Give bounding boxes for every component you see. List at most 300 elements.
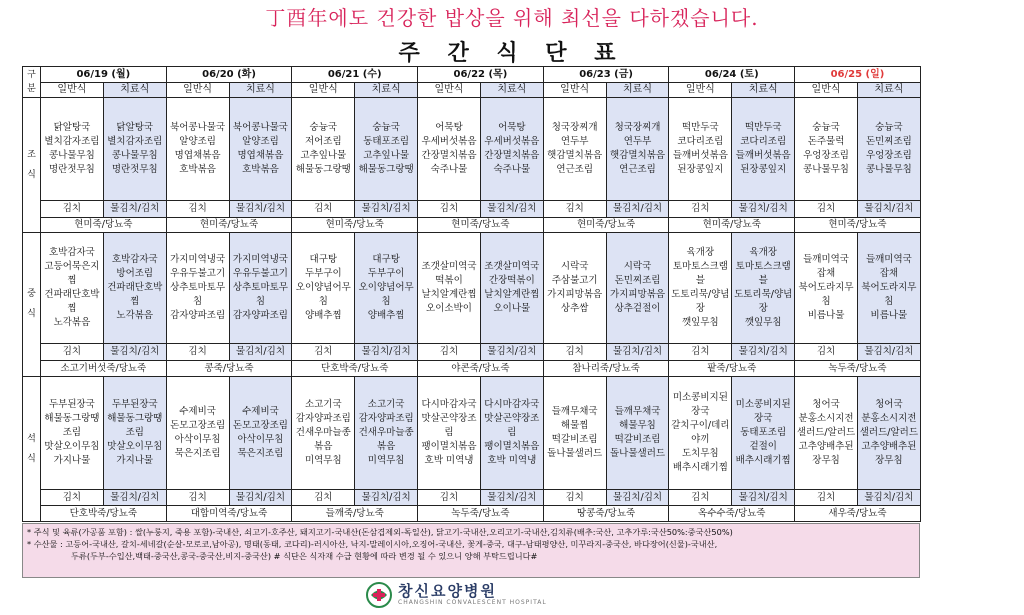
therapy-diet-header: 치료식 <box>103 82 166 98</box>
menu-item: 노각볶음 <box>116 310 154 322</box>
kimchi-therapy: 물김치/김치 <box>229 344 292 361</box>
menu-item: 돌나물샐러드 <box>609 447 666 459</box>
hospital-logo-icon <box>366 582 392 608</box>
menu-item: 연두부 <box>623 136 652 148</box>
porridge-cell: 옥수수죽/당뇨죽 <box>669 506 795 522</box>
menu-item: 미소콩비지된장국 <box>735 398 791 424</box>
kimchi-general: 김치 <box>795 344 858 361</box>
menu-item: 감자양파조림 <box>295 412 351 424</box>
menu-item: 상추쌈 <box>560 303 589 315</box>
menu-item: 북어도라지무침 <box>798 282 854 308</box>
therapy-menu-cell <box>606 233 669 344</box>
day-date: 06/19 (월) <box>41 67 167 83</box>
menu-item: 우엉장조림 <box>803 150 849 162</box>
menu-item: 동태포조림 <box>740 426 787 438</box>
menu-item: 떡갈비조림 <box>614 433 661 445</box>
menu-item: 육개장 <box>686 247 715 259</box>
page-title: 주 간 식 단 표 <box>398 41 626 66</box>
hospital-subtitle: CHANGSHIN CONVALESCENT HOSPITAL <box>398 599 547 606</box>
menu-item: 들깨미역국 <box>803 254 849 266</box>
kimchi-therapy: 물김치/김치 <box>103 489 166 506</box>
porridge-cell: 현미죽/당뇨죽 <box>543 217 669 233</box>
menu-item: 떡만두국 <box>744 122 782 134</box>
menu-item: 노각볶음 <box>53 317 91 329</box>
meal-label-char: 식 <box>27 309 36 320</box>
menu-item: 감자양파조림 <box>358 412 414 424</box>
general-diet-header: 일반식 <box>292 82 355 98</box>
menu-item: 명엽채볶음 <box>174 150 221 162</box>
general-menu-cell <box>669 376 732 489</box>
menu-item: 숙주나물 <box>493 164 531 176</box>
menu-item: 깻잎무침 <box>682 317 719 329</box>
day-date: 06/24 (토) <box>669 67 795 83</box>
menu-item: 양배추찜 <box>367 310 405 322</box>
menu-item: 들깨무채국 <box>614 405 661 417</box>
menu-item: 날치알계란찜 <box>484 289 540 301</box>
general-menu-cell <box>543 98 606 201</box>
menu-item: 우유두불고기 <box>170 268 226 280</box>
menu-item: 비름나물 <box>870 310 908 322</box>
corner-label: 구분 <box>23 67 41 98</box>
kimchi-therapy: 물김치/김치 <box>732 489 795 506</box>
kimchi-therapy: 물김치/김치 <box>480 489 543 506</box>
general-menu-cell <box>292 376 355 489</box>
menu-item: 맛살오이무침 <box>44 440 100 452</box>
menu-item: 고추양배추된장무침 <box>861 440 917 466</box>
general-diet-header: 일반식 <box>795 82 858 98</box>
porridge-cell: 현미죽/당뇨죽 <box>669 217 795 233</box>
kimchi-general: 김치 <box>41 200 104 217</box>
menu-item: 두부된장국 <box>111 398 158 410</box>
therapy-diet-header: 치료식 <box>732 82 795 98</box>
kimchi-therapy: 물김치/김치 <box>103 344 166 361</box>
menu-item: 오이양념어무침 <box>358 282 414 308</box>
menu-item: 숭늉국 <box>812 122 840 134</box>
porridge-cell: 현미죽/당뇨죽 <box>166 217 292 233</box>
origin-notes <box>22 523 920 578</box>
menu-item: 오이양념어무침 <box>295 282 351 308</box>
menu-item: 두부구이 <box>304 268 342 280</box>
kimchi-general: 김치 <box>166 200 229 217</box>
general-menu-cell <box>795 233 858 344</box>
kimchi-therapy: 물김치/김치 <box>355 489 418 506</box>
therapy-diet-header: 치료식 <box>606 82 669 98</box>
menu-item: 건새우마늘종볶음 <box>295 426 351 452</box>
menu-item: 육개장 <box>749 247 777 259</box>
menu-item: 간장멸치볶음 <box>421 150 477 162</box>
menu-item: 호박감자국 <box>48 247 95 259</box>
menu-item: 주삼불고기 <box>551 275 598 287</box>
kimchi-therapy: 물김치/김치 <box>103 200 166 217</box>
menu-item: 숭늉국 <box>875 122 903 134</box>
porridge-cell: 들깨죽/당뇨죽 <box>292 506 418 522</box>
menu-item: 건새우마늘종볶음 <box>358 426 414 452</box>
menu-item: 코다리조림 <box>677 136 724 148</box>
menu-item: 닭알탕국 <box>116 122 154 134</box>
menu-item: 가지피망볶음 <box>547 289 603 301</box>
menu-item: 가지미역냉국 <box>232 254 288 266</box>
meal-label <box>23 98 41 233</box>
menu-item: 도치무침 <box>682 447 719 459</box>
menu-item: 상추토마토무침 <box>170 282 226 308</box>
porridge-cell: 녹두죽/당뇨죽 <box>795 360 921 376</box>
menu-item: 가지나물 <box>53 454 91 466</box>
kimchi-therapy: 물김치/김치 <box>229 200 292 217</box>
menu-item: 소고기국 <box>304 398 342 410</box>
menu-item: 햇감멸치볶음 <box>609 150 666 162</box>
kimchi-therapy: 물김치/김치 <box>355 344 418 361</box>
menu-item: 고추양배추된장무침 <box>798 440 854 466</box>
meal-label-char: 조 <box>27 150 36 161</box>
menu-item: 시락국 <box>623 261 652 273</box>
general-diet-header: 일반식 <box>41 82 104 98</box>
kimchi-general: 김치 <box>795 489 858 506</box>
menu-item: 닭알탕국 <box>53 122 91 134</box>
menu-item: 해물찜 <box>560 419 589 431</box>
kimchi-general: 김치 <box>292 489 355 506</box>
therapy-menu-cell <box>857 376 920 489</box>
menu-item: 맛살곤약장조림 <box>421 412 477 438</box>
kimchi-therapy: 물김치/김치 <box>480 200 543 217</box>
general-menu-cell <box>41 233 104 344</box>
weekly-menu-table <box>22 66 921 522</box>
meal-label-char: 식 <box>27 170 36 181</box>
menu-item: 숭늉국 <box>309 122 338 134</box>
general-menu-cell <box>166 98 229 201</box>
porridge-cell: 현미죽/당뇨죽 <box>795 217 921 233</box>
menu-item: 별치감자조림 <box>107 136 163 148</box>
menu-item: 건파래단호박찜 <box>107 282 163 308</box>
menu-item: 잡채 <box>816 268 836 280</box>
general-diet-header: 일반식 <box>166 82 229 98</box>
therapy-diet-header: 치료식 <box>480 82 543 98</box>
menu-item: 햇감멸치볶음 <box>547 150 603 162</box>
porridge-cell: 콩죽/당뇨죽 <box>166 360 292 376</box>
menu-item: 콩나물무침 <box>111 150 158 162</box>
note-line: * 수산물 : 고등어-국내산, 갈치-세네갈(순살-모로코,남아공), 명태(동태, 코다리)-러시아산, 낙지-말레이시아,오징어-국내산, 꽃게-중국, 대구-남태평양산, 미꾸라지-중국산, 바다장어(신물)-국내산, <box>27 539 718 549</box>
menu-item: 다시마감자국 <box>484 398 540 410</box>
general-menu-cell <box>418 233 481 344</box>
menu-item: 명엽채볶음 <box>237 150 284 162</box>
kimchi-general: 김치 <box>418 200 481 217</box>
therapy-menu-cell <box>480 376 543 489</box>
menu-item: 돈주물럭 <box>807 136 845 148</box>
porridge-cell: 현미죽/당뇨죽 <box>41 217 167 233</box>
menu-item: 미소콩비지된장국 <box>672 391 728 417</box>
menu-item: 저어조림 <box>304 136 342 148</box>
meal-label-char: 식 <box>27 453 36 464</box>
kimchi-general: 김치 <box>166 344 229 361</box>
menu-item: 해물무침 <box>619 419 656 431</box>
day-date: 06/25 (일) <box>795 67 921 83</box>
menu-item: 돈민찌조림 <box>865 136 912 148</box>
menu-item: 호박감자국 <box>111 254 158 266</box>
menu-item: 감자양파조림 <box>170 310 226 322</box>
menu-item: 고추잎나물 <box>300 150 347 162</box>
general-menu-cell <box>166 233 229 344</box>
menu-item: 미역무침 <box>304 454 342 466</box>
kimchi-therapy: 물김치/김치 <box>857 489 920 506</box>
menu-item: 북어콩나물국 <box>170 122 226 134</box>
kimchi-therapy: 물김치/김치 <box>857 200 920 217</box>
menu-item: 고등어묵은지찜 <box>44 261 100 287</box>
menu-item: 연근조림 <box>619 164 656 176</box>
menu-item: 수제비국 <box>179 405 216 417</box>
menu-item: 방어조림 <box>116 268 154 280</box>
menu-item: 가지미역냉국 <box>170 254 226 266</box>
therapy-diet-header: 치료식 <box>355 82 418 98</box>
porridge-cell: 소고기버섯죽/당뇨죽 <box>41 360 167 376</box>
menu-item: 어묵탕 <box>435 122 463 134</box>
menu-item: 코다리조림 <box>740 136 787 148</box>
therapy-menu-cell <box>480 98 543 201</box>
menu-item: 별치감자조림 <box>44 136 100 148</box>
menu-item: 연근조림 <box>556 164 594 176</box>
menu-item: 콩나물무침 <box>865 164 912 176</box>
menu-item: 알양조림 <box>242 136 279 148</box>
kimchi-therapy: 물김치/김치 <box>732 200 795 217</box>
kimchi-general: 김치 <box>292 344 355 361</box>
menu-item: 들깨버섯볶음 <box>735 150 791 162</box>
menu-item: 날치알계란찜 <box>421 289 477 301</box>
menu-item: 대구탕 <box>309 254 338 266</box>
menu-item: 청국장찌개 <box>614 122 661 134</box>
therapy-menu-cell <box>857 233 920 344</box>
general-menu-cell <box>418 376 481 489</box>
menu-item: 돈모고장조림 <box>232 419 288 431</box>
therapy-menu-cell <box>355 376 418 489</box>
menu-item: 해물동그랑땡 <box>295 164 351 176</box>
therapy-menu-cell <box>355 98 418 201</box>
therapy-diet-header: 치료식 <box>857 82 920 98</box>
menu-item: 맛살곤약장조림 <box>484 412 540 438</box>
kimchi-therapy: 물김치/김치 <box>229 489 292 506</box>
menu-item: 콩나물무침 <box>48 150 95 162</box>
menu-item: 돌나물샐러드 <box>547 447 603 459</box>
kimchi-general: 김치 <box>418 489 481 506</box>
meal-label-char: 석 <box>27 433 36 444</box>
menu-item: 배추시래기찜 <box>735 454 791 466</box>
menu-item: 청어국 <box>812 398 840 410</box>
kimchi-therapy: 물김치/김치 <box>606 489 669 506</box>
menu-item: 숙주나물 <box>430 164 468 176</box>
general-menu-cell <box>41 98 104 201</box>
menu-item: 고추잎나물 <box>363 150 410 162</box>
menu-item: 떡만두국 <box>682 122 719 134</box>
porridge-cell: 새우죽/당뇨죽 <box>795 506 921 522</box>
menu-item: 샐러드/알러드 <box>859 426 919 438</box>
therapy-menu-cell <box>857 98 920 201</box>
menu-item: 우세버섯볶음 <box>421 136 477 148</box>
menu-item: 시락국 <box>560 261 589 273</box>
porridge-cell: 야콘죽/당뇨죽 <box>418 360 544 376</box>
kimchi-general: 김치 <box>418 344 481 361</box>
therapy-menu-cell <box>103 233 166 344</box>
menu-item: 가지나물 <box>116 454 154 466</box>
menu-item: 명란젓무침 <box>48 164 95 176</box>
therapy-menu-cell <box>355 233 418 344</box>
therapy-menu-cell <box>606 376 669 489</box>
therapy-menu-cell <box>480 233 543 344</box>
menu-item: 호박 미역냉 <box>424 454 474 466</box>
menu-item: 돈모고장조림 <box>170 419 226 431</box>
therapy-menu-cell <box>229 233 292 344</box>
general-menu-cell <box>543 376 606 489</box>
therapy-menu-cell <box>732 233 795 344</box>
therapy-menu-cell <box>103 376 166 489</box>
porridge-cell: 단호박죽/당뇨죽 <box>292 360 418 376</box>
menu-item: 조갯살미역국 <box>421 261 477 273</box>
menu-item: 호박 미역냉 <box>487 454 537 466</box>
therapy-menu-cell <box>229 376 292 489</box>
general-diet-header: 일반식 <box>543 82 606 98</box>
porridge-cell: 땅콩죽/당뇨죽 <box>543 506 669 522</box>
therapy-menu-cell <box>229 98 292 201</box>
kimchi-general: 김치 <box>166 489 229 506</box>
menu-item: 도토리묵/양념장 <box>734 289 793 315</box>
general-menu-cell <box>669 233 732 344</box>
menu-item: 된장콩잎지 <box>677 164 724 176</box>
menu-item: 들깨무채국 <box>551 405 598 417</box>
therapy-diet-header: 치료식 <box>229 82 292 98</box>
menu-item: 호박볶음 <box>242 164 279 176</box>
note-line: * 주식 및 육류(가공품 포함) : 쌀(누룽지, 죽용 포함)-국내산, 쇠고기-호주산, 돼지고기-국내산(돈삼겹제외-독일산), 닭고기-국내산,오리고기-국내산,김치류(배추:국산, 고추가루:국산50%:중국산50%) <box>27 527 733 537</box>
therapy-menu-cell <box>103 98 166 201</box>
day-date: 06/22 (목) <box>418 67 544 83</box>
general-menu-cell <box>669 98 732 201</box>
menu-item: 건파래단호박찜 <box>44 289 100 315</box>
menu-item: 간장멸치볶음 <box>484 150 540 162</box>
menu-item: 우엉장조림 <box>865 150 912 162</box>
menu-item: 팽이멸치볶음 <box>421 440 477 452</box>
menu-item: 상추토마토무침 <box>232 282 288 308</box>
menu-item: 두부된장국 <box>48 398 95 410</box>
menu-item: 숭늉국 <box>372 122 400 134</box>
menu-item: 조갯살미역국 <box>484 261 540 273</box>
menu-item: 북어도라지무침 <box>861 282 917 308</box>
kimchi-general: 김치 <box>669 344 732 361</box>
menu-item: 어묵탕 <box>498 122 526 134</box>
menu-item: 아삭이무침 <box>174 433 221 445</box>
menu-item: 겉절이 <box>749 440 777 452</box>
therapy-menu-cell <box>732 98 795 201</box>
menu-item: 간장떡볶이 <box>488 275 535 287</box>
menu-item: 두부구이 <box>367 268 405 280</box>
hospital-name: 창신요양병원 <box>398 582 497 600</box>
menu-item: 묵은지조림 <box>174 447 221 459</box>
menu-item: 해물동그랑땡조림 <box>44 412 100 438</box>
meal-label <box>23 233 41 376</box>
general-menu-cell <box>292 233 355 344</box>
porridge-cell: 팥죽/당뇨죽 <box>669 360 795 376</box>
porridge-cell: 대합미역죽/당뇨죽 <box>166 506 292 522</box>
menu-item: 상추겉절이 <box>614 303 661 315</box>
porridge-cell: 현미죽/당뇨죽 <box>292 217 418 233</box>
porridge-cell: 단호박죽/당뇨죽 <box>41 506 167 522</box>
menu-item: 잡채 <box>879 268 899 280</box>
kimchi-general: 김치 <box>41 489 104 506</box>
menu-item: 우세버섯볶음 <box>484 136 540 148</box>
general-diet-header: 일반식 <box>669 82 732 98</box>
day-date: 06/20 (화) <box>166 67 292 83</box>
menu-item: 소고기국 <box>367 398 405 410</box>
banner-message: 丁酉年에도 건강한 밥상을 위해 최선을 다하겠습니다. <box>265 6 759 30</box>
meal-label <box>23 376 41 522</box>
menu-item: 떡갈비조림 <box>551 433 598 445</box>
porridge-cell: 참나리죽/당뇨죽 <box>543 360 669 376</box>
kimchi-general: 김치 <box>41 344 104 361</box>
menu-item: 대구탕 <box>372 254 400 266</box>
kimchi-general: 김치 <box>543 200 606 217</box>
menu-item: 북어콩나물국 <box>232 122 288 134</box>
menu-item: 해물동그랑땡 <box>358 164 414 176</box>
menu-item: 알양조림 <box>179 136 216 148</box>
menu-item: 돈민찌조림 <box>614 275 661 287</box>
menu-item: 도토리묵/양념장 <box>671 289 730 315</box>
therapy-menu-cell <box>606 98 669 201</box>
kimchi-therapy: 물김치/김치 <box>606 200 669 217</box>
day-date: 06/23 (금) <box>543 67 669 83</box>
menu-item: 아삭이무침 <box>237 433 284 445</box>
kimchi-therapy: 물김치/김치 <box>606 344 669 361</box>
general-menu-cell <box>292 98 355 201</box>
general-menu-cell <box>166 376 229 489</box>
general-menu-cell <box>418 98 481 201</box>
kimchi-general: 김치 <box>795 200 858 217</box>
kimchi-general: 김치 <box>543 344 606 361</box>
kimchi-therapy: 물김치/김치 <box>857 344 920 361</box>
day-date: 06/21 (수) <box>292 67 418 83</box>
menu-item: 청어국 <box>875 398 903 410</box>
menu-item: 가지피망볶음 <box>609 289 666 301</box>
menu-item: 비름나물 <box>807 310 845 322</box>
general-menu-cell <box>795 98 858 201</box>
menu-item: 토마토스크램블 <box>672 261 728 287</box>
menu-item: 콩나물무침 <box>803 164 849 176</box>
general-diet-header: 일반식 <box>418 82 481 98</box>
kimchi-general: 김치 <box>669 489 732 506</box>
menu-item: 토마토스크램블 <box>735 261 791 287</box>
menu-item: 동태포조림 <box>363 136 410 148</box>
menu-item: 해물동그랑땡조림 <box>107 412 163 438</box>
menu-item: 수제비국 <box>242 405 279 417</box>
menu-item: 연두부 <box>560 136 589 148</box>
kimchi-therapy: 물김치/김치 <box>732 344 795 361</box>
kimchi-therapy: 물김치/김치 <box>355 200 418 217</box>
menu-item: 맛살오이무침 <box>107 440 163 452</box>
menu-item: 분홍소시지전 <box>798 412 854 424</box>
porridge-cell: 현미죽/당뇨죽 <box>418 217 544 233</box>
menu-item: 들깨미역국 <box>865 254 912 266</box>
menu-item: 오이소박이 <box>426 303 472 315</box>
menu-item: 우유두불고기 <box>232 268 288 280</box>
menu-item: 팽이멸치볶음 <box>484 440 540 452</box>
therapy-menu-cell <box>732 376 795 489</box>
menu-item: 들깨버섯볶음 <box>672 150 728 162</box>
general-menu-cell <box>41 376 104 489</box>
note-line: 두류(두부-수입산,백태-중국산,콩국-중국산,비지-중국산) # 식단은 식자재 수급 현황에 따라 변경 될 수 있으니 양해 부탁드립니다# <box>71 551 538 561</box>
menu-item: 호박볶음 <box>179 164 216 176</box>
menu-item: 오이나물 <box>493 303 531 315</box>
kimchi-general: 김치 <box>669 200 732 217</box>
kimchi-therapy: 물김치/김치 <box>480 344 543 361</box>
general-menu-cell <box>543 233 606 344</box>
menu-item: 갈치구이/데리야끼 <box>671 419 730 445</box>
menu-item: 깻잎무침 <box>744 317 782 329</box>
kimchi-general: 김치 <box>292 200 355 217</box>
porridge-cell: 녹두죽/당뇨죽 <box>418 506 544 522</box>
kimchi-general: 김치 <box>543 489 606 506</box>
